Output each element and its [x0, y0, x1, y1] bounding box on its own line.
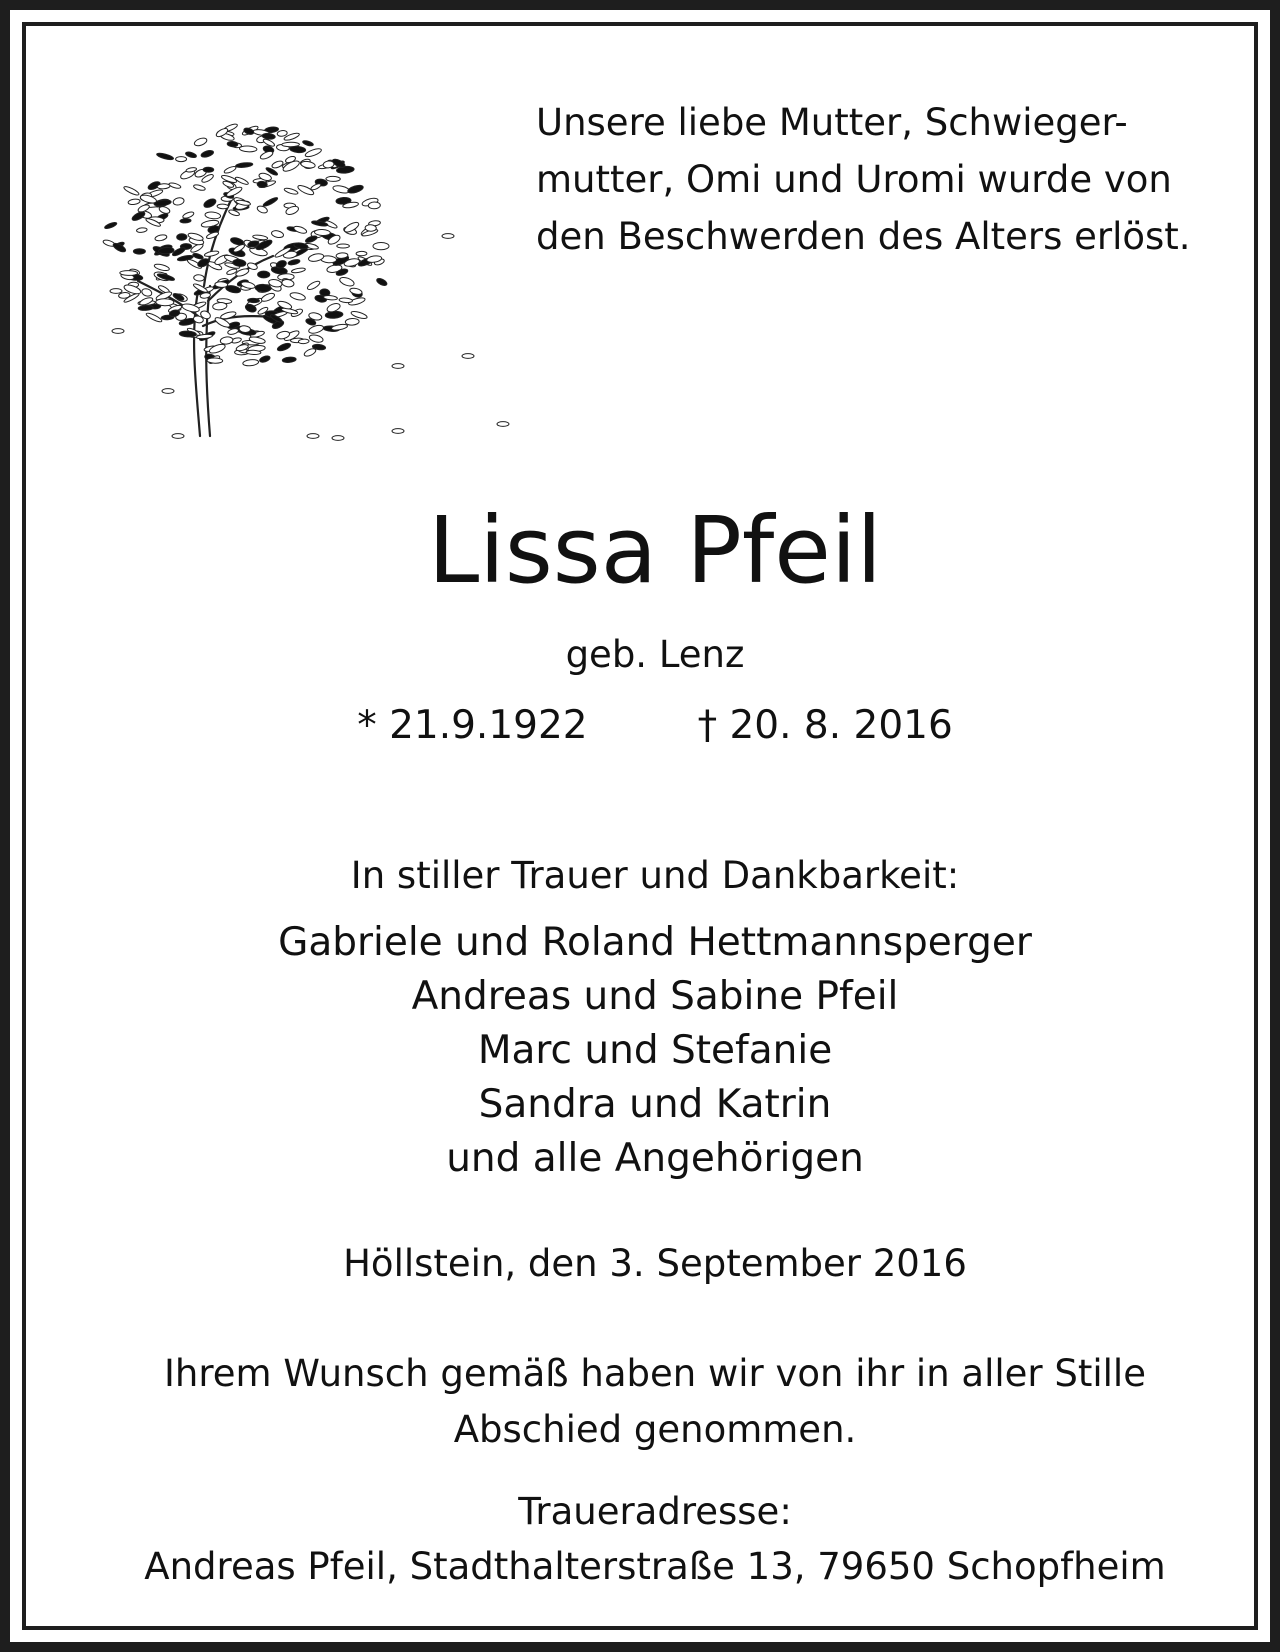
leaf [305, 235, 318, 244]
leaf [207, 358, 223, 364]
leaf [172, 434, 184, 439]
leaf [235, 162, 253, 168]
leaf [260, 292, 275, 303]
leaf [303, 347, 317, 357]
leaf [120, 270, 138, 275]
place-date: Höllstein, den 3. September 2016 [343, 1242, 967, 1285]
windblown-tree-icon [98, 86, 548, 476]
birth-date: * 21.9.1922 [357, 703, 588, 748]
leaf [277, 130, 288, 137]
leaf [180, 218, 191, 223]
leaf [145, 312, 162, 324]
mourner-name: und alle Angehörigen [446, 1136, 864, 1181]
leaf [306, 280, 321, 291]
leaf [141, 287, 153, 297]
leaf [291, 267, 305, 273]
death-date: † 20. 8. 2016 [697, 703, 953, 748]
intro-line: den Beschwerden des Alters erlöst. [536, 215, 1191, 258]
address-value: Andreas Pfeil, Stadthalterstraße 13, 79650 Schopfheim [144, 1545, 1166, 1588]
leaf [309, 334, 324, 344]
leaf [193, 137, 207, 148]
leaf [162, 389, 174, 394]
leaf [442, 234, 454, 239]
leaf [336, 252, 348, 258]
leaf [138, 305, 153, 311]
leaf [217, 204, 229, 209]
leaf [104, 221, 117, 230]
leaf [288, 259, 301, 266]
leaf [302, 140, 314, 147]
leaf [258, 271, 270, 278]
leaf [297, 184, 315, 197]
mourner-name: Gabriele und Roland Hettmannsperger [278, 920, 1032, 965]
leaf [347, 184, 364, 195]
leaf [307, 434, 319, 439]
leaf [376, 277, 388, 287]
leaf [203, 197, 218, 209]
wish-line: Ihrem Wunsch gemäß haben wir von ihr in aller Stille [164, 1352, 1146, 1395]
address-label: Traueradresse: [518, 1490, 792, 1533]
intro-line: mutter, Omi und Uromi wurde von [536, 158, 1172, 201]
maiden-name: geb. Lenz [565, 633, 745, 676]
leaf [271, 230, 284, 239]
leaf [392, 364, 404, 369]
intro-line: Unsere liebe Mutter, Schwieger- [536, 101, 1128, 144]
leaf [349, 287, 362, 295]
leaf [193, 274, 204, 281]
mourner-name: Sandra und Katrin [478, 1082, 832, 1127]
mourners-heading: In stiller Trauer und Dankbarkeit: [350, 854, 960, 897]
leaf [282, 142, 300, 147]
leaf [235, 267, 250, 277]
wish-line: Abschied genommen. [453, 1408, 857, 1451]
leaf [203, 167, 214, 172]
leaf [200, 149, 214, 158]
leaf [193, 184, 206, 192]
leaf [308, 324, 324, 335]
leaf [368, 202, 380, 209]
leaf [339, 276, 356, 288]
leaf [220, 336, 233, 344]
leaf [284, 187, 299, 195]
leaf [356, 251, 367, 256]
leaf [271, 160, 284, 169]
leaf [179, 331, 196, 338]
leaf [182, 211, 195, 220]
leaf [112, 329, 124, 334]
notice-inner-frame [22, 22, 1258, 1630]
mourners-list [26, 916, 1280, 1186]
leaf [239, 146, 257, 153]
leaf [332, 185, 350, 195]
leaf [172, 197, 184, 206]
leaf [314, 229, 330, 236]
leaf [293, 225, 307, 235]
intro-text [536, 94, 1236, 265]
leaf [156, 299, 174, 306]
leaf [262, 196, 278, 207]
leaf [345, 318, 359, 325]
leaf [204, 250, 219, 257]
leaf [300, 161, 315, 169]
leaf [243, 359, 259, 367]
leaf [337, 244, 350, 248]
leaf [259, 355, 271, 364]
mourner-name: Marc und Stefanie [477, 1028, 833, 1073]
leaf [154, 263, 170, 272]
leaf [234, 176, 249, 186]
leaf [136, 227, 147, 233]
leaf [205, 211, 221, 219]
leaf [208, 343, 226, 355]
leaf [497, 422, 509, 427]
leaf [304, 147, 322, 158]
leaf [281, 279, 294, 288]
leaf [157, 183, 170, 189]
leaf [282, 357, 296, 363]
leaf [365, 225, 377, 232]
leaf [246, 350, 261, 355]
leaf [373, 243, 389, 250]
leaf [462, 354, 474, 359]
leaf [298, 339, 309, 344]
leaf [332, 436, 344, 441]
mourner-name: Andreas und Sabine Pfeil [411, 974, 899, 1019]
leaf [223, 165, 236, 174]
leaf [158, 205, 170, 214]
leaf [325, 311, 343, 319]
leaf [154, 234, 167, 242]
leaf [252, 234, 267, 240]
leaf [177, 234, 187, 241]
leaf [192, 252, 204, 259]
leaf [212, 302, 227, 310]
leaf [176, 157, 187, 162]
wish-text [26, 1346, 1280, 1458]
leaf [227, 141, 238, 147]
leaf [289, 291, 306, 301]
leaf [215, 281, 228, 287]
leaf [255, 284, 271, 292]
leaf [185, 151, 197, 159]
leaf [133, 249, 145, 254]
life-dates [26, 700, 1280, 752]
leaf [247, 298, 259, 303]
leaf [331, 323, 348, 331]
leaf [123, 185, 140, 196]
leaf [276, 342, 291, 352]
leaf [110, 289, 122, 294]
leaf [339, 298, 353, 304]
leaf [128, 198, 141, 205]
leaf [392, 429, 404, 434]
leaf [156, 152, 174, 161]
deceased-name: Lissa Pfeil [428, 497, 882, 604]
leaf [131, 210, 146, 222]
leaf [326, 176, 340, 181]
